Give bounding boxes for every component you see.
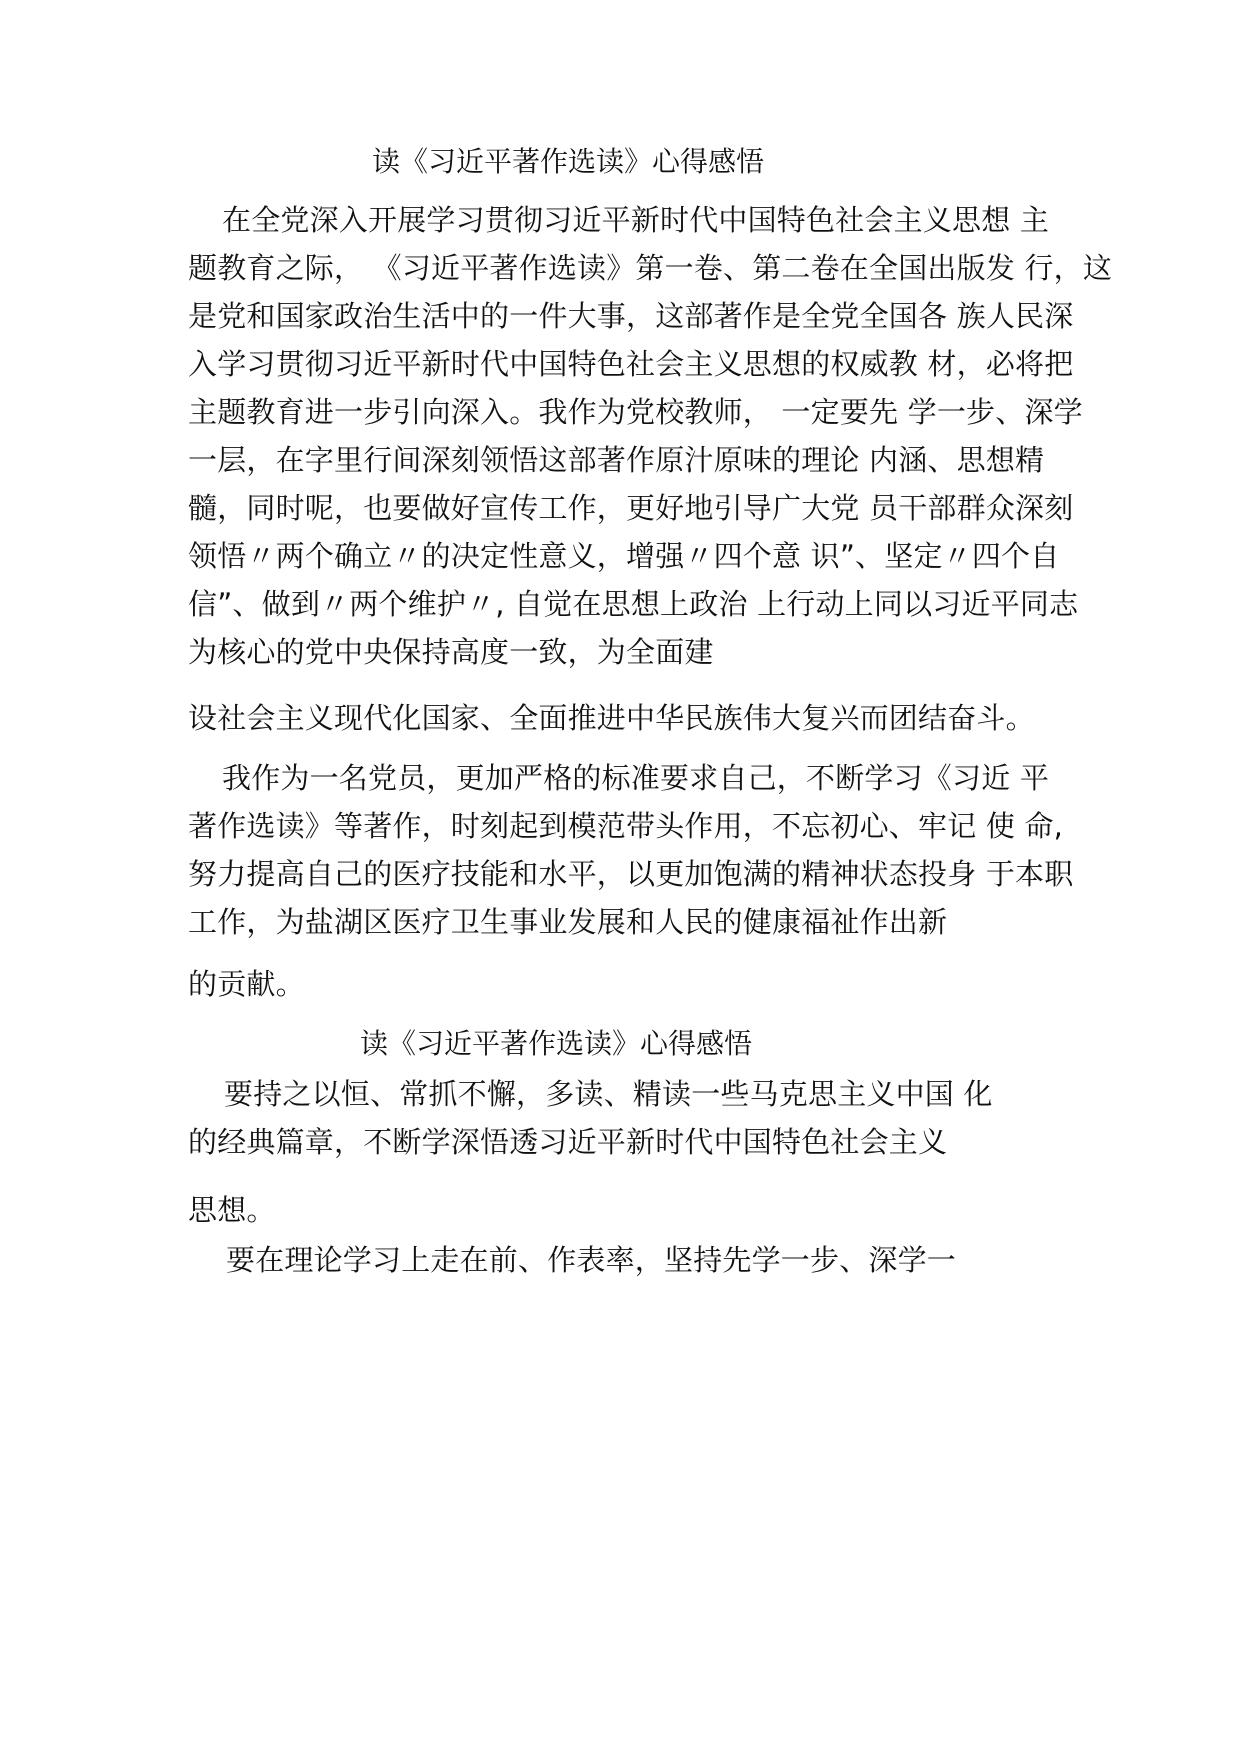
section1-para2-line: 著作选读》等著作，时刻起到模范带头作用，不忘初心、牢记 使 命, — [188, 809, 1064, 843]
section1-para1-line: 为核心的党中央保持高度一致，为全面建 — [188, 635, 714, 669]
section1-para1-line: 在全党深入开展学习贯彻习近平新时代中国特色社会主义思想 主 — [222, 203, 1050, 237]
section1-para1-line: 髓，同时呢，也要做好宣传工作，更好地引导广大党 员干部群众深刻 — [188, 491, 1074, 525]
section1-para1-line: 一层，在字里行间深刻领悟这部著作原汁原味的理论 内涵、思想精 — [188, 443, 1045, 477]
section1-para2-line: 我作为一名党员，更加严格的标准要求自己，不断学习《习近 平 — [222, 761, 1050, 795]
section2-title: 读《习近平著作选读》心得感悟 — [360, 1027, 753, 1060]
section1-para2-line: 的贡献。 — [188, 967, 305, 1001]
section1-para1-line: 领悟〃两个确立〃的决定性意义，增强〃四个意 识”、坚定〃四个自 — [188, 539, 1060, 573]
section1-para1-line: 是党和国家政治生活中的一件大事，这部著作是全党全国各 族人民深 — [188, 299, 1074, 333]
section1-para2-line: 工作，为盐湖区医疗卫生事业发展和人民的健康福祉作出新 — [188, 905, 948, 939]
section1-para1-line: 设社会主义现代化国家、全面推进中华民族伟大复兴而团结奋斗。 — [188, 701, 1035, 735]
section2-para1-line: 的经典篇章，不断学深悟透习近平新时代中国特色社会主义 — [188, 1125, 948, 1159]
section2-para1-line: 思想。 — [188, 1193, 276, 1227]
section1-para2-line: 努力提高自己的医疗技能和水平，以更加饱满的精神状态投身 于本职 — [188, 857, 1074, 891]
section1-title: 读《习近平著作选读》心得感悟 — [372, 145, 765, 178]
section1-para1-line: 信”、做到〃两个维护〃, 自觉在思想上政治 上行动上同以习近平同志 — [188, 587, 1079, 621]
section2-para1-line: 要持之以恒、常抓不懈，多读、精读一些马克思主义中国 化 — [224, 1077, 993, 1111]
section1-para1-line: 题教育之际， 《习近平著作选读》第一卷、第二卷在全国出版发 行，这 — [188, 251, 1113, 285]
section1-para1-line: 入学习贯彻习近平新时代中国特色社会主义思想的权威教 材，必将把 — [188, 347, 1074, 381]
section2-para2-line: 要在理论学习上走在前、作表率，坚持先学一步、深学一 — [226, 1243, 957, 1277]
section1-para1-line: 主题教育进一步引向深入。我作为党校教师， 一定要先 学一步、深学 — [188, 395, 1083, 429]
